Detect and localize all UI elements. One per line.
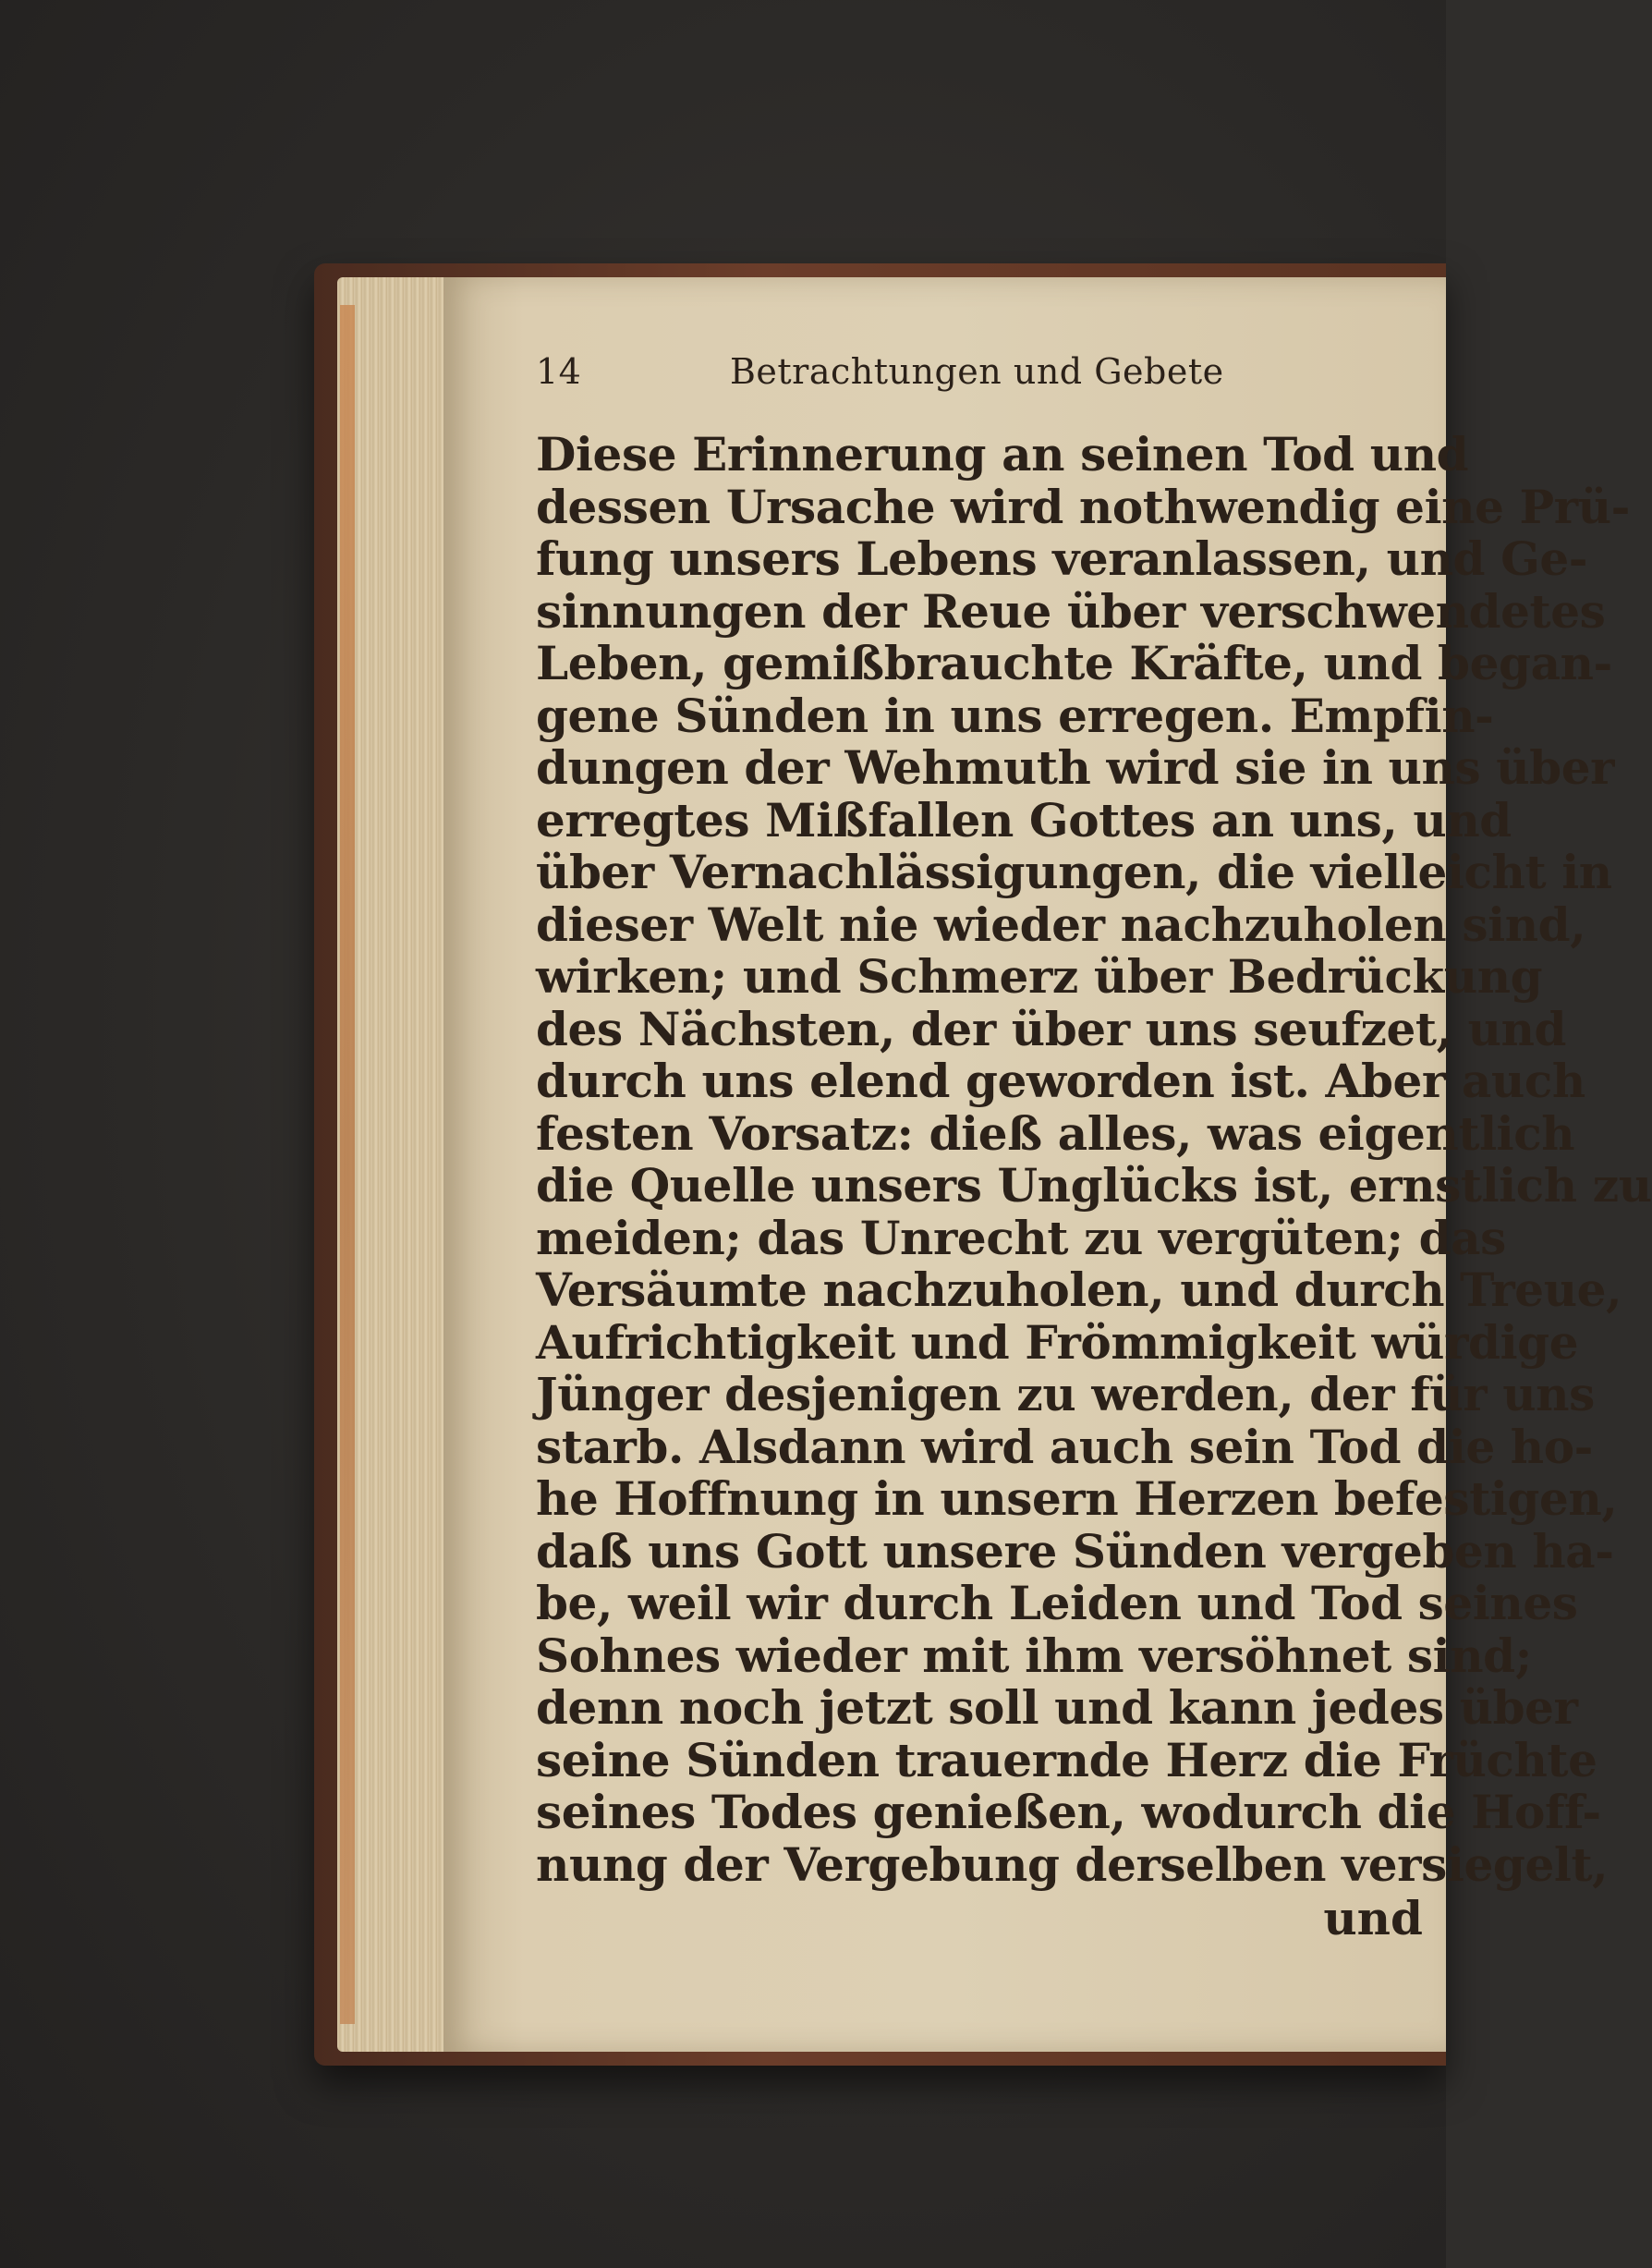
page-body	[536, 427, 1652, 1945]
text-line: dungen der Wehmuth wird sie in uns über	[536, 740, 1615, 795]
running-title: Betrachtungen und Gebete	[730, 351, 1224, 392]
text-line: über Vernachlässigungen, die vielleicht in	[536, 845, 1612, 899]
text-line: festen Vorsatz: dieß alles, was eigentlich	[536, 1105, 1575, 1161]
page-number: 14	[536, 351, 582, 392]
text-line: Jünger desjenigen zu werden, der für uns	[536, 1367, 1595, 1421]
book-page	[443, 277, 1652, 2052]
text-line: sinnungen der Reue über verschwendetes	[536, 583, 1606, 639]
text-line: seine Sünden trauernde Herz die Früchte	[536, 1732, 1597, 1787]
text-line: denn noch jetzt soll und kann jedes über	[536, 1680, 1578, 1735]
text-line: Leben, gemißbrauchte Kräfte, und began-	[536, 636, 1612, 690]
text-line: Sohnes wieder mit ihm versöhnet sind;	[536, 1628, 1532, 1683]
text-line: seines Todes genießen, wodurch die Hoff-	[536, 1785, 1601, 1839]
text-line: Versäumte nachzuholen, und durch Treue,	[536, 1262, 1622, 1317]
text-line: be, weil wir durch Leiden und Tod seines	[536, 1576, 1578, 1630]
text-line: des Nächsten, der über uns seufzet, und	[536, 1001, 1567, 1056]
page-content	[536, 351, 1652, 1945]
text-line: nung der Vergebung derselben versiegelt,	[536, 1836, 1609, 1892]
text-line: meiden; das Unrecht zu vergüten; das	[536, 1210, 1506, 1265]
text-line: erregtes Mißfallen Gottes an uns, und	[536, 792, 1512, 847]
text-line: wirken; und Schmerz über Bedrückung	[536, 949, 1543, 1004]
text-line: gene Sünden in uns erregen. Empfin-	[536, 688, 1494, 743]
text-line: durch uns elend geworden ist. Aber auch	[536, 1054, 1585, 1108]
text-line: daß uns Gott unsere Sünden vergeben ha-	[536, 1523, 1614, 1579]
catchword: und	[1323, 1891, 1423, 1945]
page-edge-tint	[340, 305, 355, 2024]
text-line: dessen Ursache wird nothwendig eine Prü-	[536, 479, 1631, 534]
text-line: dieser Welt nie wieder nachzuholen sind,	[536, 896, 1586, 952]
page-header	[536, 351, 1423, 407]
text-line: Diese Erinnerung an seinen Tod und	[536, 427, 1469, 482]
text-line: starb. Alsdann wird auch sein Tod die ho-	[536, 1419, 1594, 1474]
text-line: die Quelle unsers Unglücks ist, ernstlich zu	[536, 1158, 1652, 1213]
text-line: he Hoffnung in unsern Herzen befestigen,	[536, 1471, 1618, 1526]
text-line: fung unsers Lebens veranlassen, und Ge-	[536, 531, 1588, 586]
text-line: Aufrichtigkeit und Frömmigkeit würdige	[536, 1314, 1579, 1370]
